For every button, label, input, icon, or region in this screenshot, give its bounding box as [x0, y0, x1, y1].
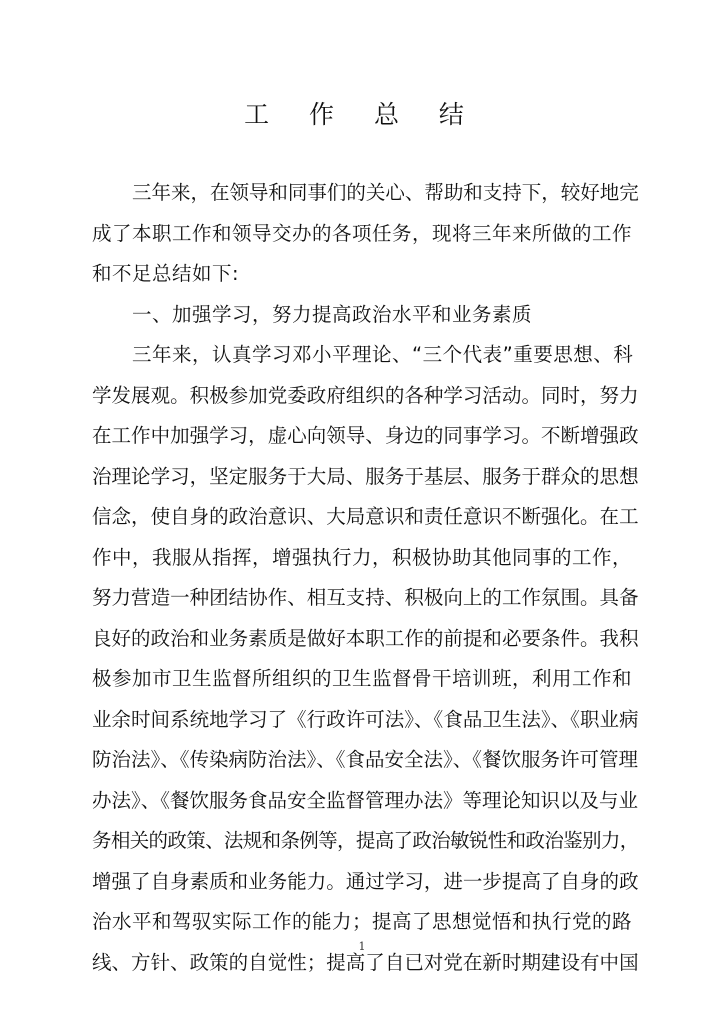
text-line: 一、加强学习，努力提高政治水平和业务素质 — [132, 302, 533, 326]
document-title: 工 作 总 结 — [244, 100, 480, 129]
text-line: 信念，使自身的政治意识、大局意识和责任意识不断强化。在工 — [92, 505, 639, 528]
text-line: 作中，我服从指挥，增强执行力，积极协助其他同事的工作， — [92, 545, 633, 569]
text-line: 三年来，在领导和同事们的关心、帮助和支持下，较好地完 — [132, 181, 639, 204]
document-body — [92, 173, 640, 983]
text-line: 增强了自身素质和业务能力。通过学习，进一步提高了自身的政 — [92, 869, 639, 893]
text-line: 办法》、《餐饮服务食品安全监督管理办法》等理论知识以及与业 — [92, 788, 639, 812]
text-line: 务相关的政策、法规和条例等，提高了政治敏锐性和政治鉴别力， — [92, 829, 639, 852]
text-line: 学发展观。积极参加党委政府组织的各种学习活动。同时，努力 — [92, 383, 639, 407]
text-line: 治理论学习，坚定服务于大局、服务于基层、服务于群众的思想 — [92, 464, 639, 488]
text-line: 和不足总结如下: — [92, 262, 240, 285]
page-number: 1 — [358, 940, 366, 953]
text-line: 良好的政治和业务素质是做好本职工作的前提和必要条件。我积 — [92, 626, 639, 650]
text-line: 努力营造一种团结协作、相互支持、积极向上的工作氛围。具备 — [92, 586, 639, 609]
text-line: 在工作中加强学习，虚心向领导、身边的同事学习。不断增强政 — [92, 424, 639, 447]
text-line: 极参加市卫生监督所组织的卫生监督骨干培训班，利用工作和 — [92, 667, 633, 690]
text-line: 防治法》、《传染病防治法》、《食品安全法》、《餐饮服务许可管理 — [92, 748, 638, 771]
text-line: 治水平和驾驭实际工作的能力；提高了思想觉悟和执行党的路 — [92, 910, 633, 933]
text-line: 线、方针、政策的自觉性；提高了自已对党在新时期建设有中国 — [92, 950, 639, 974]
text-line: 成了本职工作和领导交办的各项任务，现将三年来所做的工作 — [92, 221, 633, 245]
text-line: 业余时间系统地学习了《行政许可法》、《食品卫生法》、《职业病 — [92, 707, 639, 731]
text-line: 三年来，认真学习邓小平理论、“三个代表”重要思想、科 — [132, 343, 634, 366]
